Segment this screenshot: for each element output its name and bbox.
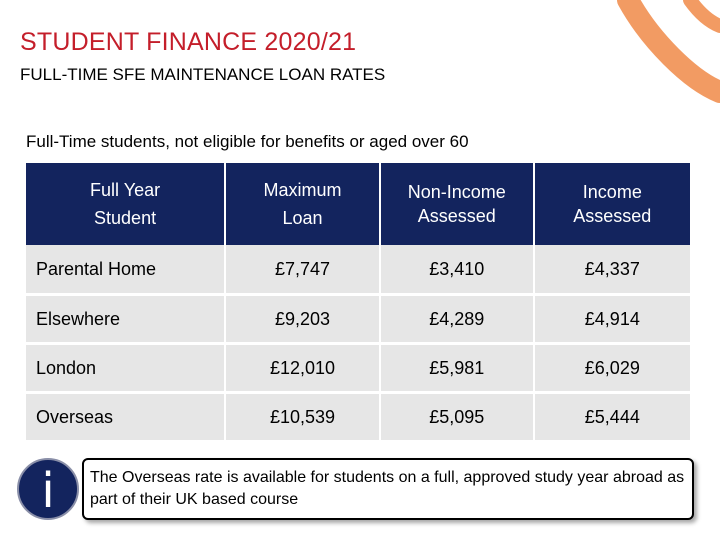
table-row	[26, 295, 690, 344]
table-caption: Full-Time students, not eligible for benefits or aged over 60	[26, 132, 469, 151]
loan-rates-table	[26, 163, 690, 440]
page-title: STUDENT FINANCE 2020/21	[20, 28, 357, 56]
row-label: Overseas	[26, 393, 225, 441]
row-label: Parental Home	[26, 245, 225, 295]
non-income-assessed-cell: £5,981	[380, 344, 534, 393]
maximum-loan-cell: £10,539	[225, 393, 380, 441]
table-row	[26, 393, 690, 441]
row-label: London	[26, 344, 225, 393]
table-header-row	[26, 163, 690, 245]
table-row	[26, 245, 690, 295]
row-label: Elsewhere	[26, 295, 225, 344]
income-assessed-cell: £5,444	[534, 393, 690, 441]
header-full-year-student: Full Year Student	[26, 163, 225, 245]
info-callout-text: The Overseas rate is available for students on a full, approved study year abroad as part of their UK based course	[90, 469, 685, 508]
non-income-assessed-cell: £4,289	[380, 295, 534, 344]
svg-text:i: i	[41, 463, 55, 519]
maximum-loan-cell: £7,747	[225, 245, 380, 295]
maximum-loan-cell: £9,203	[225, 295, 380, 344]
income-assessed-cell: £4,337	[534, 245, 690, 295]
income-assessed-cell: £4,914	[534, 295, 690, 344]
income-assessed-cell: £6,029	[534, 344, 690, 393]
header-maximum-loan: Maximum Loan	[225, 163, 380, 245]
page-subtitle: FULL-TIME SFE MAINTENANCE LOAN RATES	[20, 65, 386, 84]
header-income-assessed: Income Assessed	[534, 163, 690, 245]
info-icon	[16, 457, 80, 521]
non-income-assessed-cell: £5,095	[380, 393, 534, 441]
header-non-income-assessed: Non-Income Assessed	[380, 163, 534, 245]
maximum-loan-cell: £12,010	[225, 344, 380, 393]
non-income-assessed-cell: £3,410	[380, 245, 534, 295]
table-row	[26, 344, 690, 393]
